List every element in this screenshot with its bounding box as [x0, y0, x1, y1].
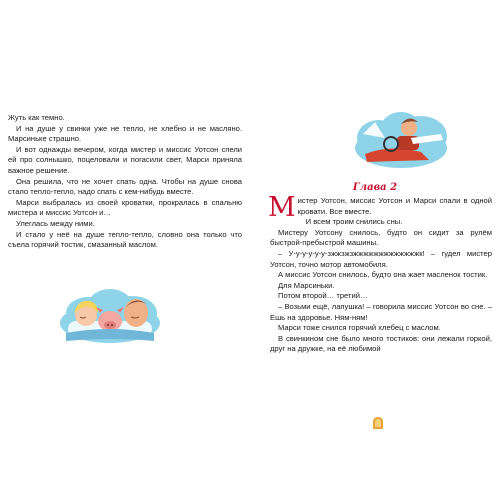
paragraph: И всем троим снились сны. [305, 217, 403, 227]
paragraph: – Возьми ещё, лапушка! – говорила миссис Уотсон во сне. – Ешь на здоровье. Ням-ням! [270, 301, 492, 322]
paragraph: Для Марсиньки. [278, 280, 335, 290]
left-page-text [8, 113, 242, 251]
sleeping-family-illustration-icon [58, 283, 162, 347]
paragraph: – У-у-у-у-у-у-зжжзжзжжжжжжжжжжжжжк! – гудел мистер Уотсон, точно мотор автомобиля. [270, 248, 492, 269]
paragraph: Мистеру Уотсону снилось, будто он сидит за рулём быстрой-пребыстрой машины. [270, 227, 492, 248]
paragraph: А миссис Уотсон снилось, будто она жает масленок тостик. [278, 270, 488, 280]
paragraph: Марси тоже снился горячий хлебец с маслом. [278, 323, 441, 333]
right-page-text [268, 192, 492, 355]
paragraph: Улеглась между ними. [16, 218, 95, 228]
drop-cap: М [268, 192, 296, 223]
chapter-title: Глава 2 [352, 182, 398, 193]
paragraph: В свинкином сне было много тостиков: они лежали горкой, друг на дружке, на её любимой [270, 333, 492, 354]
paragraph: Марси выбралась из своей кроватки, прокралась в спальню мистера и миссис Уотсон и… [8, 197, 242, 218]
paragraph: И вот однажды вечером, когда мистер и миссис Уотсон спели ей про солнышко, поцеловали и погасили свет, Марси приняла важное решение. [8, 144, 242, 175]
right-page [250, 0, 500, 500]
paragraph-text: истер Уотсон, миссис Уотсон и Марси спали в одной кровати. Все вместе. [297, 196, 492, 216]
driving-dream-illustration-icon [351, 108, 451, 172]
paragraph: И стало у неё на душе тепло-тепло, словно она только что съела горячий тостик, смазанный маслом. [8, 229, 242, 250]
paragraph: И на душе у свинки уже не тепло, не хлебно и не масляно. Марсиньке страшно. [8, 123, 242, 144]
toast-icon [371, 416, 385, 430]
paragraph: Жуть как темно. [8, 113, 65, 122]
paragraph: Потом второй… третий… [278, 291, 368, 301]
paragraph: Она решила, что не хочет спать одна. Чтобы на душе снова стало тепло-тепло, надо спать с кем-нибудь вместе. [8, 176, 242, 197]
